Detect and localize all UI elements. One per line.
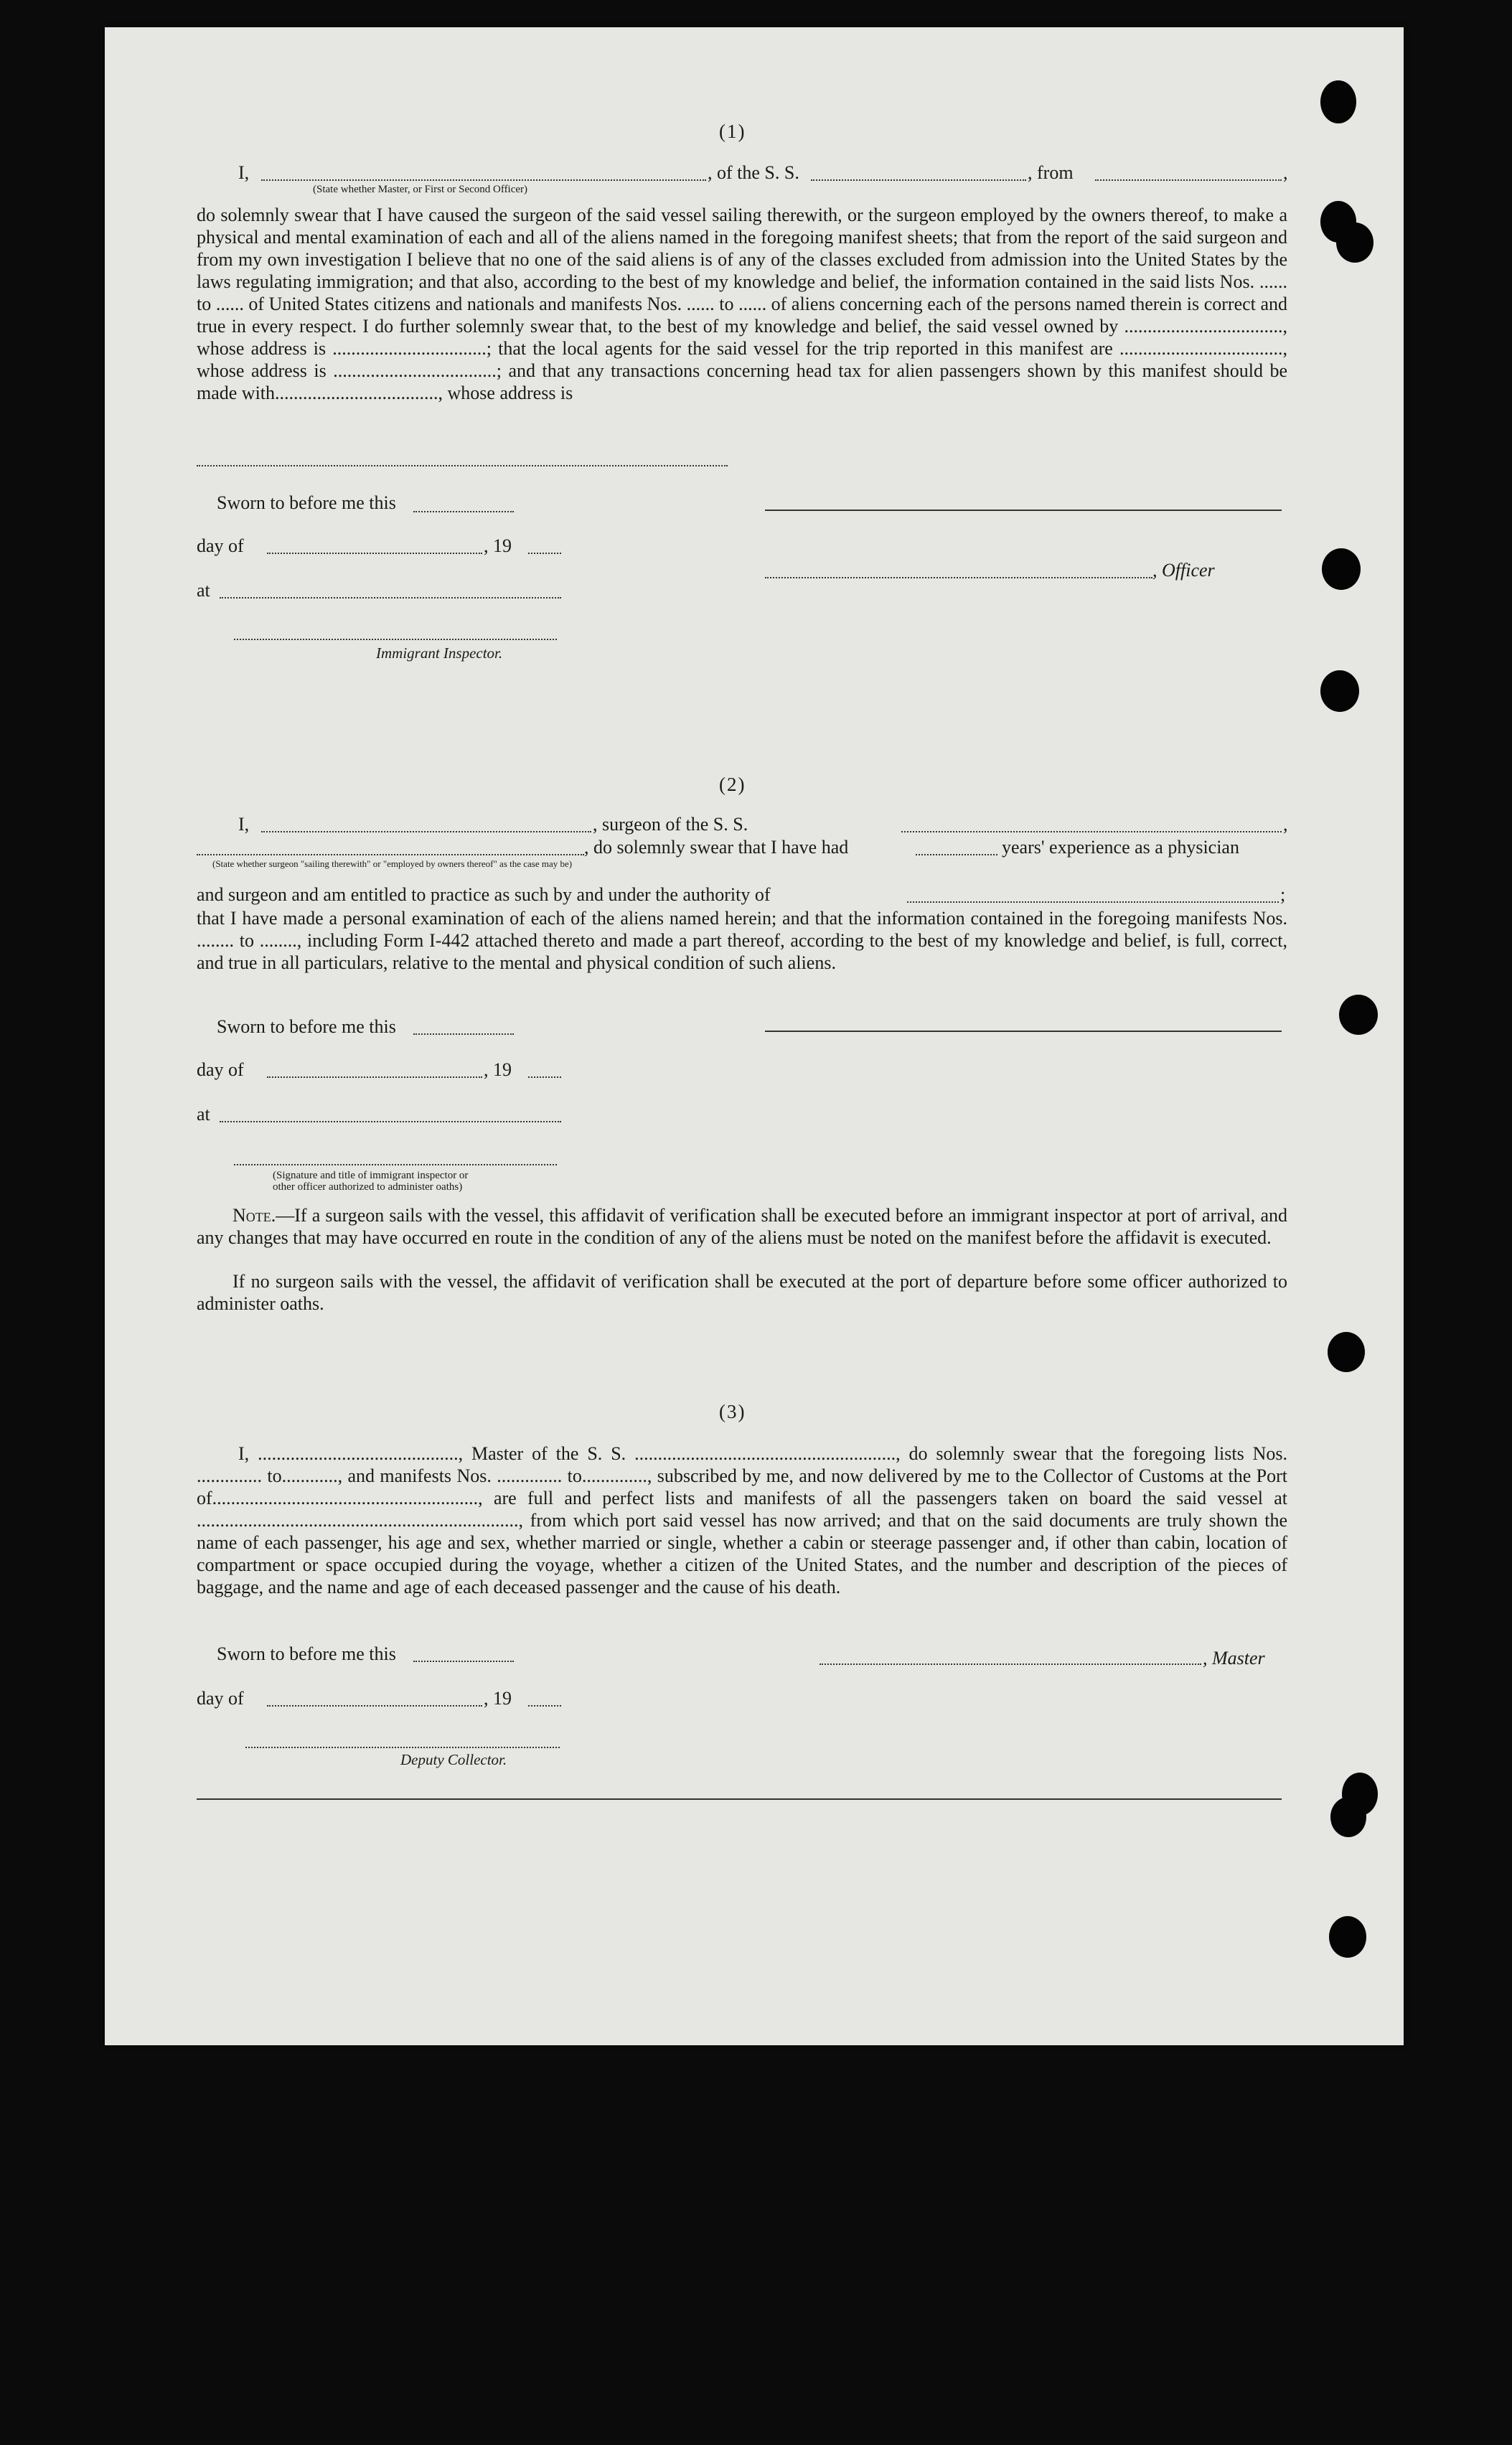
at-port-blank-2[interactable] <box>220 1121 561 1122</box>
inspector-signature-line[interactable] <box>234 639 557 640</box>
affidavit-2-sig-caption-2: other officer authorized to administer oaths) <box>273 1181 463 1193</box>
affidavit-1-year: , 19 <box>484 535 512 556</box>
affidavit-1-body: do solemnly swear that I have caused the surgeon of the said vessel sailing therewith, or the surgeon employed by the owners thereof, to make a physical and mental examination of each and all of the aliens named in the foregoing manifest sheets; that from the report of the said surgeon and from my own investigation I believe that no one of the said aliens is of any of the classes excluded from admission into the United States by the laws regulating immigration; and that also, according to the best of my knowledge and belief, the information contained in the said lists Nos. ...... to ...... of United States citizens and nationals and manifests Nos. ...... to ...... of aliens concerning each of the persons named therein is correct and true in every respect. I do further solemnly swear that, to the best of my knowledge and belief, the said vessel owned by .................................., whose address is .................................; that the local agents for the said vessel for the trip reported in this manifest are ..................................., whose address is ...................................; and that any transactions concerning head tax for alien passengers shown by this manifest should be made with..................................., whose address is <box>197 205 1287 403</box>
surgeon-status-blank[interactable] <box>197 854 584 855</box>
affidavit-1-of-ss: , of the S. S. <box>708 162 799 183</box>
master-signature-line[interactable] <box>820 1663 1201 1665</box>
affidavit-3-body: I, ..........................................., Master of the S. S. ........................................................, do solemnly swear that the foregoing lists Nos. .............. to............, and manifests Nos. .............. to.............., subscribed by me, and now delivered by me to the Collector of Customs at the Port of........................................................., are full and perfect lists and manifests of all the passengers taken on board the said vessel at ....................................................................., from which port said vessel has now arrived; and that on the said documents are truly shown the name of each passenger, his age and sex, whether married or single, whether a cabin or steerage passenger and, if other than cabin, location of compartment or space occupied during the voyage, whether a citizen of the United States, and the number and description of the pieces of baggage, and the name and age of each deceased passenger and the cause of his death. <box>197 1443 1287 1597</box>
vessel-name-blank[interactable] <box>811 179 1026 181</box>
affidavit-2-caption: (State whether surgeon "sailing therewith" or "employed by owners thereof" as the case may be) <box>212 858 573 869</box>
affidavit-3-year: , 19 <box>484 1688 512 1709</box>
punch-hole-9 <box>1330 1797 1366 1837</box>
affidavit-1-from: , from <box>1028 162 1074 183</box>
punch-hole-4 <box>1322 548 1361 590</box>
affidavit-2-body: that I have made a personal examination of each of the aliens named herein; and that the information contained in the foregoing manifests Nos. ........ to ........, including Form I-442 attached thereto and made a part thereof, according to the best of my knowledge and belief, is full, correct, and true in all particulars, relative to the mental and physical condition of such aliens. <box>197 908 1287 973</box>
affidavit-1-i: I, <box>238 162 250 183</box>
years-blank[interactable] <box>916 854 997 855</box>
surgeon-signature-line[interactable] <box>765 1031 1282 1032</box>
affidavit-3-day-of: day of <box>197 1688 244 1709</box>
affidavit-2-note-2: If no surgeon sails with the vessel, the affidavit of verification shall be executed at the port of departure before some officer authorized to administer oaths. <box>197 1271 1287 1314</box>
note-label: Note. <box>233 1205 276 1226</box>
affidavit-2-surgeon-of: , surgeon of the S. S. <box>593 814 748 835</box>
affidavit-2-i: I, <box>238 814 250 835</box>
from-port-blank[interactable] <box>1095 179 1282 181</box>
affidavit-2-swear: , do solemnly swear that I have had <box>584 837 849 858</box>
punch-hole-3 <box>1336 222 1374 263</box>
affidavit-3-number: (3) <box>719 1401 746 1422</box>
affidavit-2-at: at <box>197 1104 210 1125</box>
affidavit-2-authority: and surgeon and am entitled to practice as such by and under the authority of <box>197 884 771 905</box>
affidavit-1-officer: , Officer <box>1152 560 1215 581</box>
affidavit-3-collector: Deputy Collector. <box>400 1751 507 1768</box>
officer-signature-line-2[interactable] <box>765 577 1152 578</box>
at-port-blank-1[interactable] <box>220 597 561 599</box>
affidavit-2-number: (2) <box>719 774 746 795</box>
affidavit-1-day-of: day of <box>197 535 244 556</box>
punch-hole-6 <box>1339 995 1378 1035</box>
year-blank-1[interactable] <box>528 553 561 554</box>
punctuation: , <box>1283 162 1288 183</box>
punch-hole-7 <box>1328 1332 1365 1372</box>
affidavit-1-caption: (State whether Master, or First or Second Officer) <box>313 184 528 195</box>
month-blank-2[interactable] <box>267 1076 482 1078</box>
affidavit-2-day-of: day of <box>197 1059 244 1080</box>
form-page <box>105 27 1404 2045</box>
affidavit-2-years: years' experience as a physician <box>1002 837 1239 858</box>
bottom-rule <box>197 1798 1282 1800</box>
affidavit-3-sworn: Sworn to before me this <box>217 1643 396 1664</box>
head-tax-address-blank[interactable] <box>197 465 728 466</box>
year-blank-3[interactable] <box>528 1705 561 1707</box>
officer-rank-blank[interactable] <box>261 179 706 181</box>
punctuation: , <box>1283 814 1288 835</box>
collector-signature-line[interactable] <box>245 1747 560 1748</box>
affidavit-2-sworn: Sworn to before me this <box>217 1016 396 1037</box>
punctuation: ; <box>1280 884 1286 905</box>
punch-hole-1 <box>1320 80 1356 123</box>
month-blank-3[interactable] <box>267 1705 482 1707</box>
affidavit-1-number: (1) <box>719 121 746 142</box>
sworn-day-blank-1[interactable] <box>413 511 514 512</box>
affidavit-2-year: , 19 <box>484 1059 512 1080</box>
affidavit-3-master: , Master <box>1203 1648 1265 1669</box>
year-blank-2[interactable] <box>528 1076 561 1078</box>
sworn-day-blank-3[interactable] <box>413 1661 514 1662</box>
affidavit-2-sig-caption-1: (Signature and title of immigrant inspector or <box>273 1170 469 1181</box>
surgeon-name-blank[interactable] <box>261 831 591 832</box>
sworn-day-blank-2[interactable] <box>413 1033 514 1035</box>
punch-hole-5 <box>1320 670 1359 712</box>
officer-signature-line-1[interactable] <box>765 510 1282 511</box>
punch-hole-10 <box>1329 1916 1366 1958</box>
authority-blank[interactable] <box>907 901 1279 903</box>
affidavit-1-inspector: Immigrant Inspector. <box>376 644 503 662</box>
affidavit-1-sworn: Sworn to before me this <box>217 492 396 513</box>
affidavit-1-at: at <box>197 580 210 601</box>
affidavit-2-note <box>197 1204 1287 1249</box>
officer-signature-line-3[interactable] <box>234 1164 557 1165</box>
month-blank-1[interactable] <box>267 553 482 554</box>
note-text-1: —If a surgeon sails with the vessel, this affidavit of verification shall be executed before an immigrant inspector at port of arrival, and any changes that may have occurred en route in the condition of any of the aliens must be noted on the manifest before the affidavit is executed. <box>197 1205 1287 1248</box>
surgeon-vessel-blank[interactable] <box>901 831 1282 832</box>
